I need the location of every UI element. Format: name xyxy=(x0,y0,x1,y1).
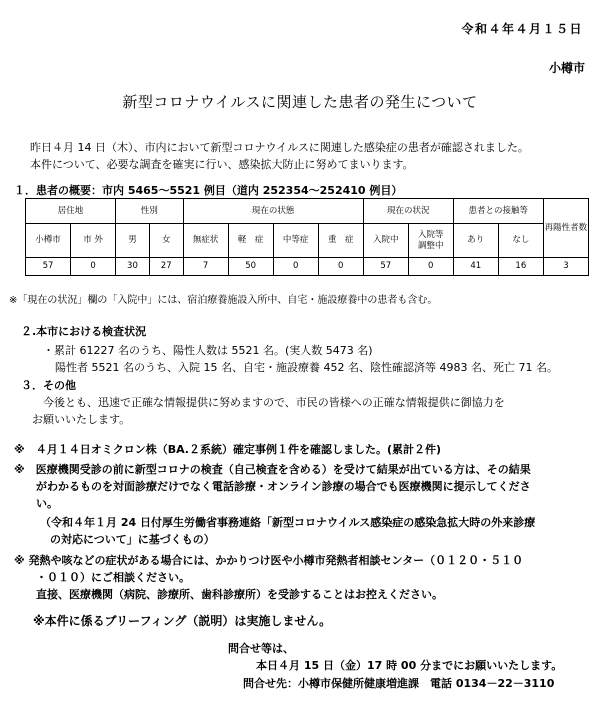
value-female: 27 xyxy=(149,258,183,276)
section-3-heading: ３．その他 xyxy=(21,379,76,392)
value-outside: 0 xyxy=(71,258,116,276)
col-adjusting-line-1: 入院等 xyxy=(418,229,444,240)
section-3-line-1: 今後とも、迅速で正確な情報提供に努めますので、市民の皆様への正確な情報提供に御協力を xyxy=(43,396,505,409)
contact-intro: 問合せ等は、 xyxy=(228,642,294,655)
col-severe: 重 症 xyxy=(318,224,363,258)
note-fever-line-2: ・０１０）にご相談ください。 xyxy=(36,571,190,584)
contact-header: 患者との接触等 xyxy=(453,199,543,224)
col-outside: 市 外 xyxy=(71,224,116,258)
value-contact-no: 16 xyxy=(498,258,543,276)
table-footnote: ※「現在の状況」欄の「入院中」には、宿泊療養施設入所中、自宅・施設療養中の患者も含む。 xyxy=(9,295,438,306)
note-testing-line-3: い。 xyxy=(36,497,58,510)
section-3-line-2: お願いいたします。 xyxy=(32,413,131,426)
note-testing-line-4: （令和４年１月 24 日付厚生労働省事務連絡「新型コロナウイルス感染症の感染急拡大時の外来診療 xyxy=(40,516,536,529)
col-male: 男 xyxy=(116,224,150,258)
note-briefing: ※本件に係るブリーフィング（説明）は実施しません。 xyxy=(33,614,332,628)
value-hospitalized: 57 xyxy=(363,258,408,276)
col-mild: 軽 症 xyxy=(228,224,273,258)
col-contact-yes: あり xyxy=(453,224,498,258)
note-testing-line-5: の対応について」に基づくもの） xyxy=(50,533,215,546)
col-asymptomatic: 無症状 xyxy=(183,224,228,258)
col-adjusting-line-2: 調整中 xyxy=(418,240,444,251)
intro-line-2: 本件について、必要な調査を確実に行い、感染拡大防止に努めてまいります。 xyxy=(30,158,414,171)
col-female: 女 xyxy=(149,224,183,258)
section-2-heading: ２.本市における検査状況 xyxy=(21,325,147,338)
value-contact-yes: 41 xyxy=(453,258,498,276)
value-adjusting: 0 xyxy=(408,258,453,276)
value-repositive: 3 xyxy=(543,258,588,276)
value-male: 30 xyxy=(116,258,150,276)
col-moderate: 中等症 xyxy=(273,224,318,258)
repositive-header: 再陽性者数 xyxy=(543,199,588,258)
col-contact-no: なし xyxy=(498,224,543,258)
intro-line-1: 昨日４月 14 日（木）、市内において新型コロナウイルスに関連した感染症の患者が確認されました。 xyxy=(30,141,529,154)
page-title: 新型コロナウイルスに関連した患者の発生について xyxy=(122,93,478,111)
issuer-name: 小樽市 xyxy=(548,61,585,75)
note-omicron: ※ ４月１４日オミクロン株（BA.２系統）確定事例１件を確認しました。(累計２件) xyxy=(14,443,442,456)
condition-header: 現在の状態 xyxy=(183,199,363,224)
note-fever-line-3: 直接、医療機関（病院、診療所、歯科診療所）を受診することはお控えください。 xyxy=(36,588,443,601)
value-severe: 0 xyxy=(318,258,363,276)
value-mild: 50 xyxy=(228,258,273,276)
sex-header: 性別 xyxy=(116,199,184,224)
release-date: 令和４年４月１５日 xyxy=(461,22,583,36)
residence-header: 居住地 xyxy=(26,199,116,224)
col-hospitalized: 入院中 xyxy=(363,224,408,258)
contact-deadline: 本日４月 15 日（金）17 時 00 分までにお願いいたします。 xyxy=(256,659,563,672)
note-fever-line-1: ※ 発熱や咳などの症状がある場合には、かかりつけ医や小樽市発熱者相談センター（０１２０・５１０ xyxy=(14,554,524,567)
table-row xyxy=(26,258,589,276)
note-testing-line-1: ※ 医療機関受診の前に新型コロナの検査（自己検査を含める）を受けて結果が出ている方は、その結果 xyxy=(14,463,531,476)
patient-summary-table xyxy=(25,198,589,276)
section-2-line-2: 陽性者 5521 名のうち、入院 15 名、自宅・施設療養 452 名、陰性確認済等 4983 名、死亡 71 名。 xyxy=(55,361,558,374)
contact-info: 問合せ先：小樽市保健所健康増進課 電話 0134－22－3110 xyxy=(243,677,555,690)
value-asymptomatic: 7 xyxy=(183,258,228,276)
section-2-line-1: ・累計 61227 名のうち、陽性人数は 5521 名。(実人数 5473 名) xyxy=(43,344,373,357)
col-otaru: 小樽市 xyxy=(26,224,71,258)
section-1-heading: １．患者の概要：市内 5465～5521 例目（道内 252354～252410 例目） xyxy=(14,184,403,197)
note-testing-line-2: がわかるものを対面診療だけでなく電話診療・オンライン診療の場合でも医療機関に提示してくださ xyxy=(36,480,531,493)
value-otaru: 57 xyxy=(26,258,71,276)
situation-header: 現在の状況 xyxy=(363,199,453,224)
value-moderate: 0 xyxy=(273,258,318,276)
col-adjusting xyxy=(408,224,453,258)
